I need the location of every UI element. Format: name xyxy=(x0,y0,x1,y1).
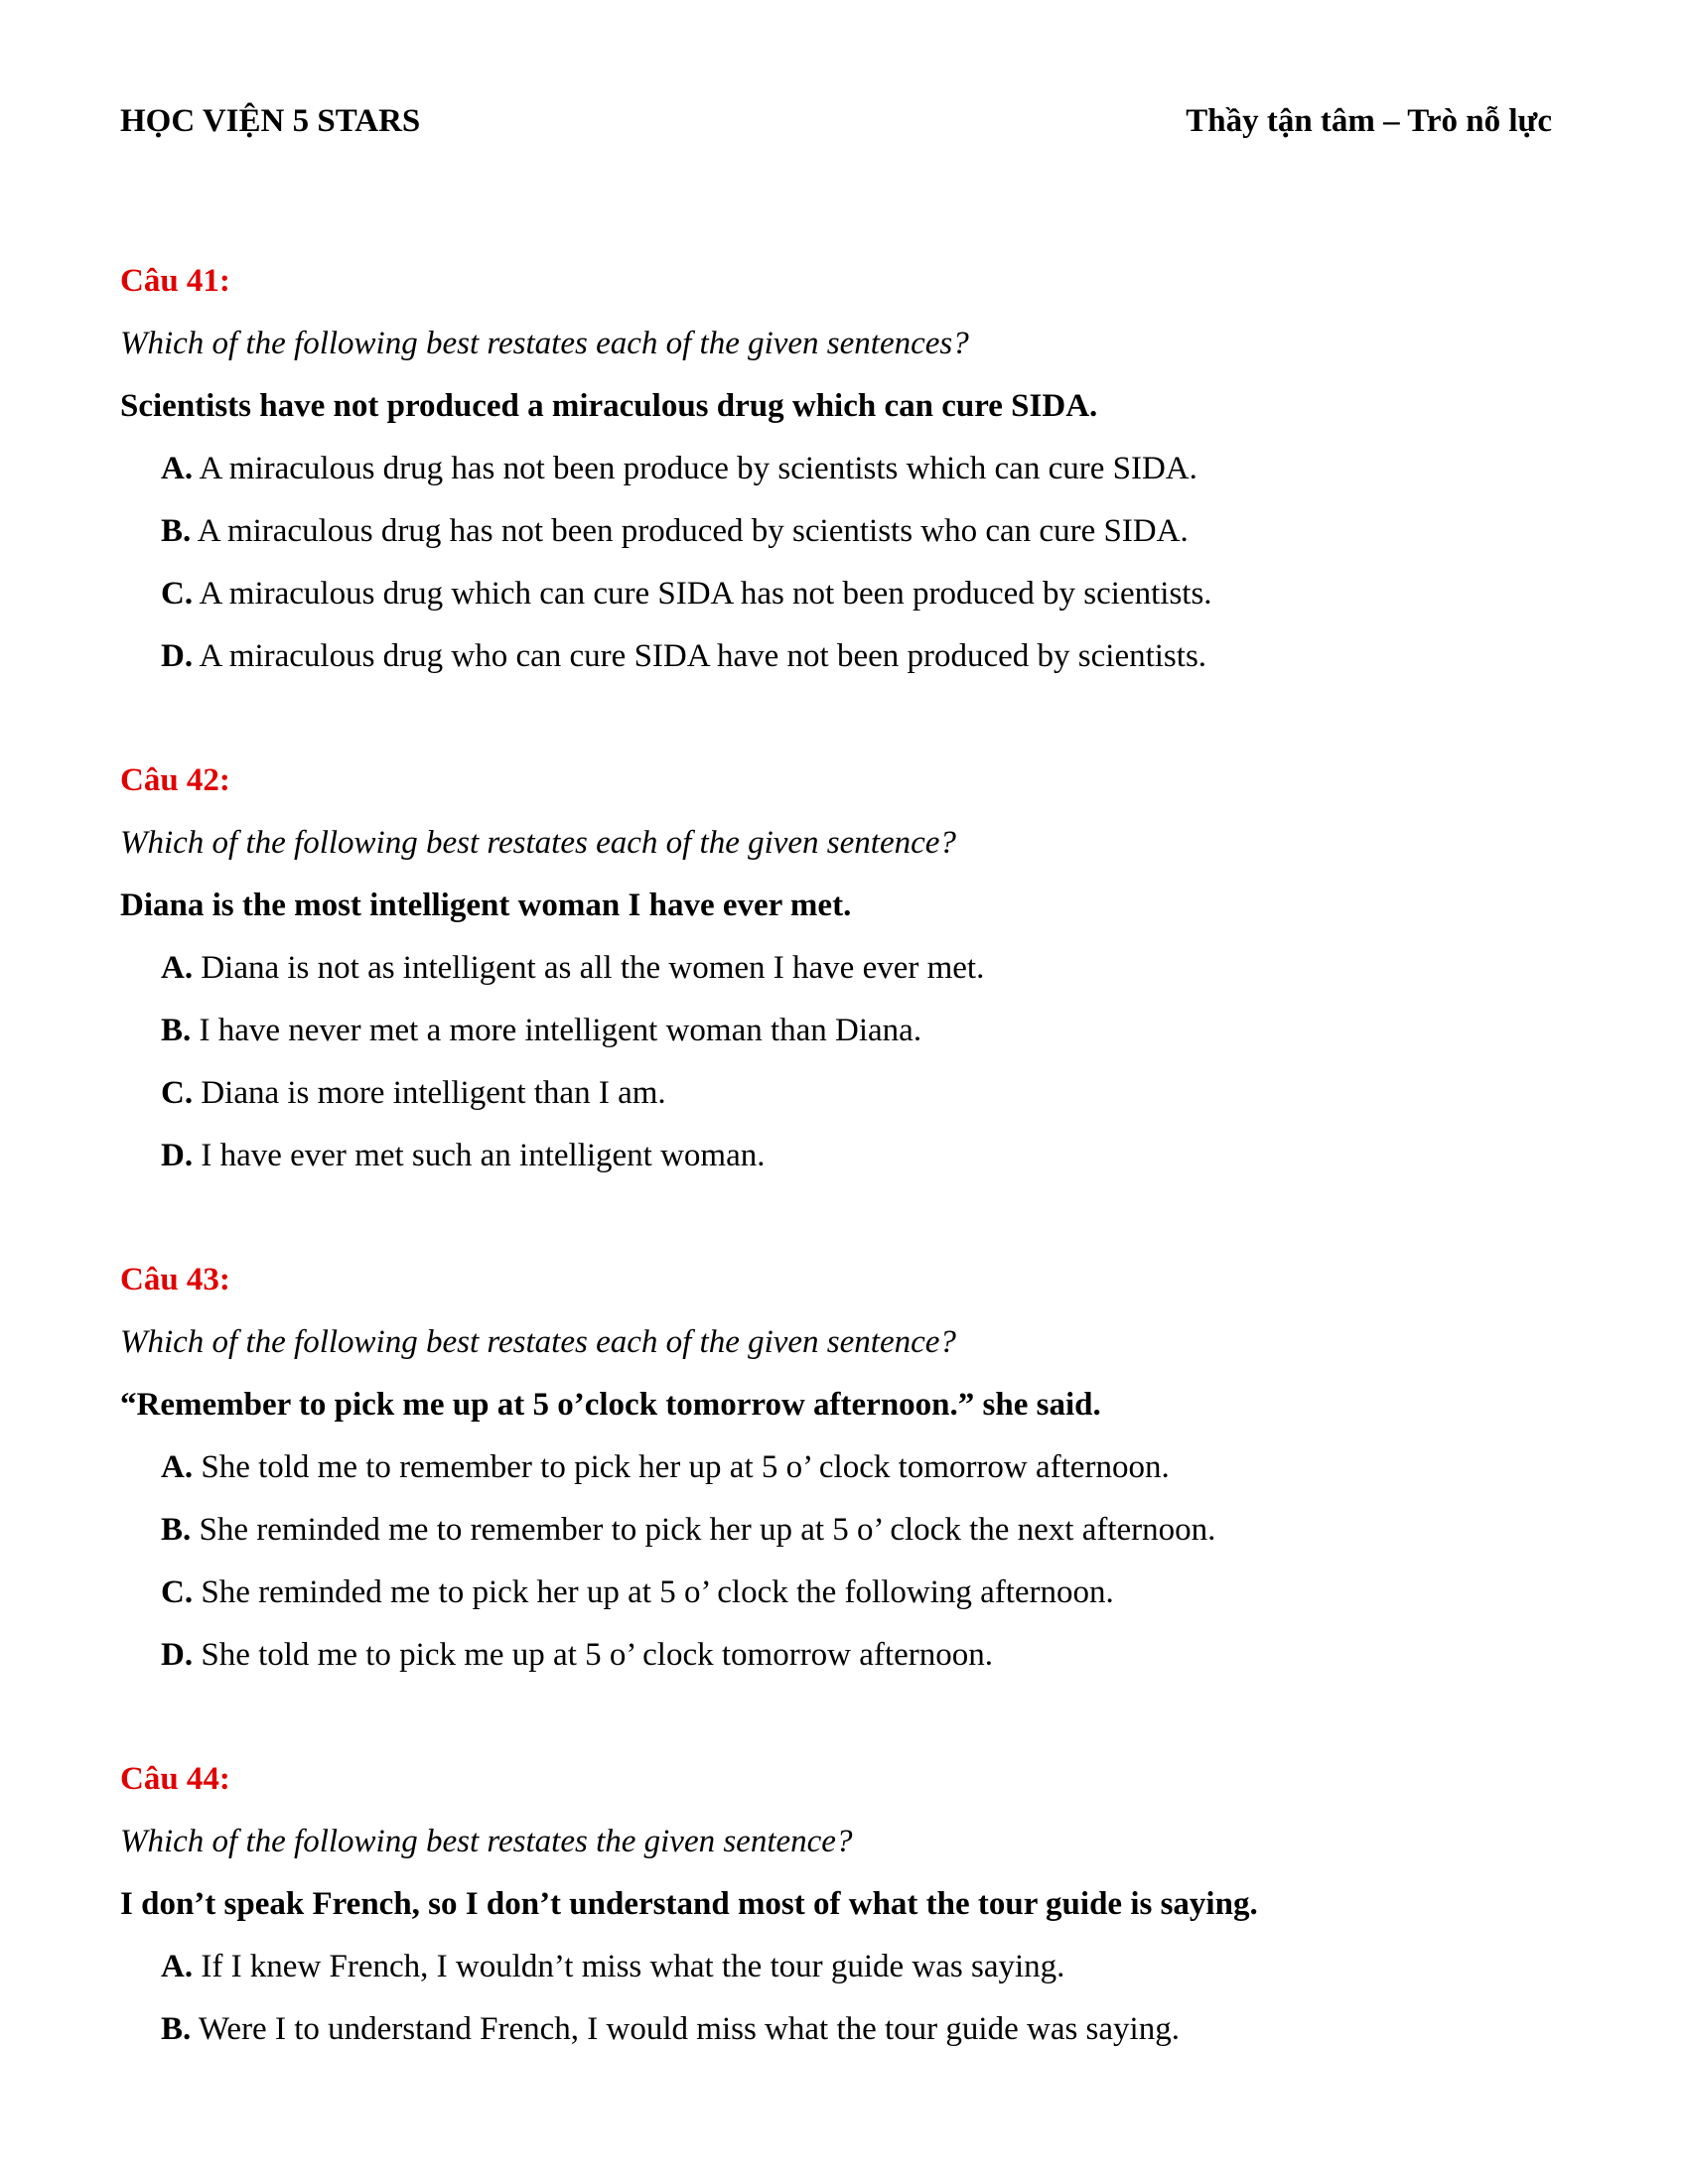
option-letter: C. xyxy=(161,1574,194,1610)
option-letter: A. xyxy=(161,950,194,986)
option-text: Were I to understand French, I would miss what the tour guide was saying. xyxy=(191,2011,1180,2047)
question-instruction: Which of the following best restates each of the given sentence? xyxy=(120,1324,956,1360)
option-letter: B. xyxy=(161,1013,192,1048)
question-stem: Scientists have not produced a miraculous drug which can cure SIDA. xyxy=(120,388,1098,424)
option-text: I have ever met such an intelligent woman. xyxy=(193,1138,766,1173)
question-stem: Diana is the most intelligent woman I have ever met. xyxy=(120,887,852,923)
option-letter: B. xyxy=(161,2011,192,2047)
option-b xyxy=(120,1011,1579,1073)
question-42 xyxy=(120,760,1579,1260)
question-label: Câu 43: xyxy=(120,1262,230,1297)
option-letter: D. xyxy=(161,1637,194,1673)
option-letter: D. xyxy=(161,638,194,674)
question-instruction: Which of the following best restates the given sentence? xyxy=(120,1824,853,1859)
option-letter: C. xyxy=(161,1075,194,1111)
option-letter: D. xyxy=(161,1138,194,1173)
option-text: She reminded me to remember to pick her up at 5 o’ clock the next afternoon. xyxy=(191,1512,1216,1548)
option-text: If I knew French, I wouldn’t miss what the tour guide was saying. xyxy=(193,1949,1065,1984)
option-letter: A. xyxy=(161,1949,194,1984)
option-text: She reminded me to pick her up at 5 o’ clock the following afternoon. xyxy=(193,1574,1114,1610)
option-d xyxy=(120,1635,1579,1698)
option-a xyxy=(120,1447,1579,1510)
option-text: A miraculous drug has not been produced by scientists who can cure SIDA. xyxy=(191,513,1189,549)
option-letter: B. xyxy=(161,1512,192,1548)
option-letter: A. xyxy=(161,1449,194,1485)
option-a xyxy=(120,449,1579,511)
option-b xyxy=(120,1510,1579,1572)
option-text: Diana is more intelligent than I am. xyxy=(193,1075,666,1111)
question-label: Câu 44: xyxy=(120,1761,230,1797)
option-c xyxy=(120,1073,1579,1136)
option-letter: C. xyxy=(161,576,194,612)
question-43 xyxy=(120,1260,1579,1759)
option-b xyxy=(120,2009,1579,2072)
option-text: Diana is not as intelligent as all the women I have ever met. xyxy=(193,950,985,986)
page-header xyxy=(120,103,1552,151)
option-a xyxy=(120,1947,1579,2009)
option-b xyxy=(120,511,1579,574)
question-label: Câu 42: xyxy=(120,762,230,798)
option-c xyxy=(120,1572,1579,1635)
option-text: She told me to remember to pick her up at 5 o’ clock tomorrow afternoon. xyxy=(193,1449,1170,1485)
option-text: A miraculous drug who can cure SIDA have not been produced by scientists. xyxy=(193,638,1207,674)
question-list xyxy=(120,261,1579,2072)
option-letter: A. xyxy=(161,451,194,486)
question-stem: “Remember to pick me up at 5 o’clock tomorrow afternoon.” she said. xyxy=(120,1387,1101,1423)
option-text: I have never met a more intelligent woman than Diana. xyxy=(191,1013,922,1048)
option-d xyxy=(120,1136,1579,1198)
question-label: Câu 41: xyxy=(120,263,230,299)
option-letter: B. xyxy=(161,513,192,549)
option-a xyxy=(120,948,1579,1011)
option-text: She told me to pick me up at 5 o’ clock tomorrow afternoon. xyxy=(193,1637,993,1673)
question-instruction: Which of the following best restates each of the given sentence? xyxy=(120,825,956,861)
header-institution: HỌC VIỆN 5 STARS xyxy=(120,103,421,139)
option-text: A miraculous drug has not been produce by scientists which can cure SIDA. xyxy=(193,451,1197,486)
option-c xyxy=(120,574,1579,636)
question-41 xyxy=(120,261,1579,760)
question-44 xyxy=(120,1759,1579,2072)
option-d xyxy=(120,636,1579,699)
question-stem: I don’t speak French, so I don’t understand most of what the tour guide is saying. xyxy=(120,1886,1258,1922)
option-text: A miraculous drug which can cure SIDA has not been produced by scientists. xyxy=(193,576,1212,612)
question-instruction: Which of the following best restates each of the given sentences? xyxy=(120,326,969,361)
header-motto: Thầy tận tâm – Trò nỗ lực xyxy=(1186,103,1552,139)
